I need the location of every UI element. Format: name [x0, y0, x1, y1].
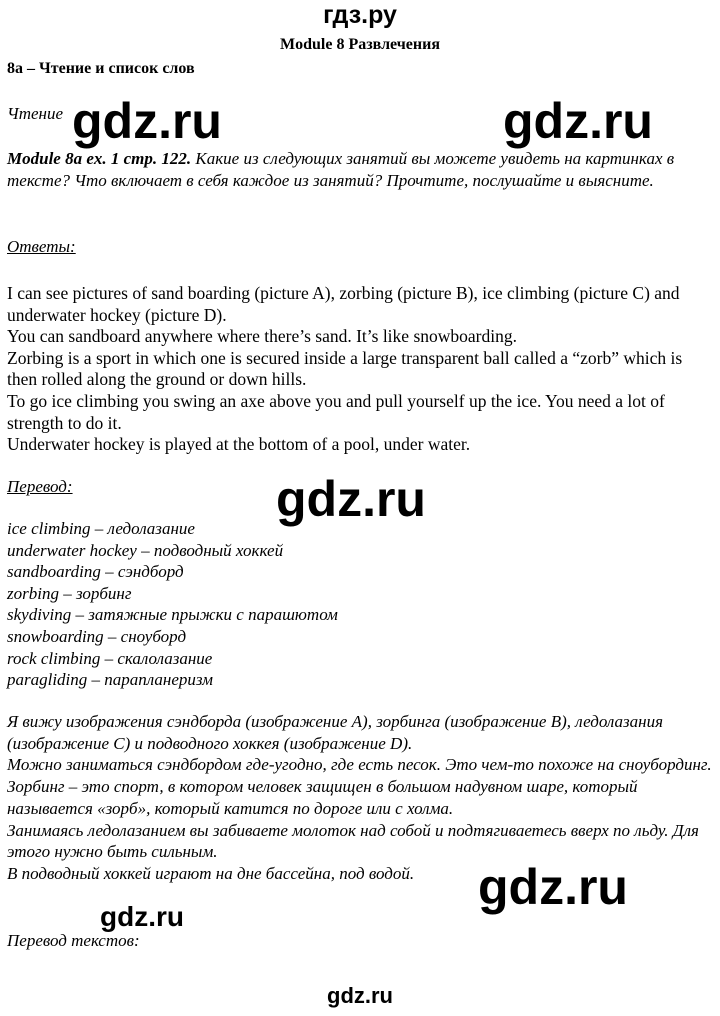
translation-line: Я вижу изображения сэндборда (изображение A), зорбинга (изображение B), ледолазания (изображение C) и подводного хоккея (изображение D). [7, 712, 663, 753]
texts-translation-label: Перевод текстов: [7, 931, 140, 950]
watermark: gdz.ru [503, 93, 653, 149]
site-header: гдз.ру [323, 1, 397, 29]
translation-line: Занимаясь ледолазанием вы забиваете молоток над собой и подтягиваетесь вверх по льду. Для этого нужно быть сильным. [7, 820, 699, 862]
vocabulary-item: snowboarding – сноуборд [7, 626, 187, 646]
vocabulary-item: paragliding – парапланеризм [7, 670, 213, 690]
vocabulary-item: zorbing – зорбинг [7, 583, 132, 603]
translation-line: Можно заниматься сэндбордом где-угодно, где есть песок. Это чем-то похоже на сноубординг. [7, 755, 712, 775]
vocabulary-item: sandboarding – сэндборд [7, 562, 184, 582]
vocabulary-item: ice climbing – ледолазание [7, 519, 195, 538]
task-reference: Module 8a ex. 1 стр. 122. [7, 149, 192, 168]
answers-block [7, 283, 713, 456]
vocabulary-list [7, 518, 713, 691]
translation-line: В подводный хоккей играют на дне бассейна, под водой. [7, 863, 415, 883]
vocabulary-item: rock climbing – скалолазание [7, 648, 213, 668]
answer-line: Zorbing is a sport in which one is secured inside a large transparent ball called a “zorb” which is then rolled along the ground or down hills. [7, 347, 683, 390]
watermark: gdz.ru [276, 471, 426, 527]
watermark: gdz.ru [100, 901, 184, 932]
watermark: gdz.ru [72, 93, 222, 149]
section-title: 8a – Чтение и список слов [7, 60, 195, 77]
vocabulary-item: underwater hockey – подводный хоккей [7, 540, 284, 560]
module-title: Module 8 Развлечения [280, 36, 440, 53]
watermark: gdz.ru [478, 859, 628, 915]
task-text: Какие из следующих занятий вы можете увидеть на картинках в тексте? Что включает в себя каждое из занятий? Прочтите, послушайте и выясните. [7, 149, 675, 190]
answer-line: To go ice climbing you swing an axe above you and pull yourself up the ice. You need a lot of strength to do it. [7, 390, 665, 433]
answers-label: Ответы: [7, 237, 76, 256]
translation-line: Зорбинг – это спорт, в котором человек защищен в большом надувном шаре, который называется «зорб», который катится по дороге или с холма. [7, 777, 638, 818]
task-statement [7, 148, 713, 192]
answer-line: I can see pictures of sand boarding (picture A), zorbing (picture B), ice climbing (picture C) and underwater hockey (picture D). [7, 283, 680, 325]
site-footer: gdz.ru [327, 983, 393, 1008]
reading-label: Чтение [7, 104, 64, 123]
translation-label: Перевод: [7, 477, 73, 496]
vocabulary-item: skydiving – затяжные прыжки с парашютом [7, 605, 338, 625]
answer-line: You can sandboard anywhere where there’s sand. It’s like snowboarding. [7, 326, 517, 347]
answer-line: Underwater hockey is played at the bottom of a pool, under water. [7, 434, 471, 455]
